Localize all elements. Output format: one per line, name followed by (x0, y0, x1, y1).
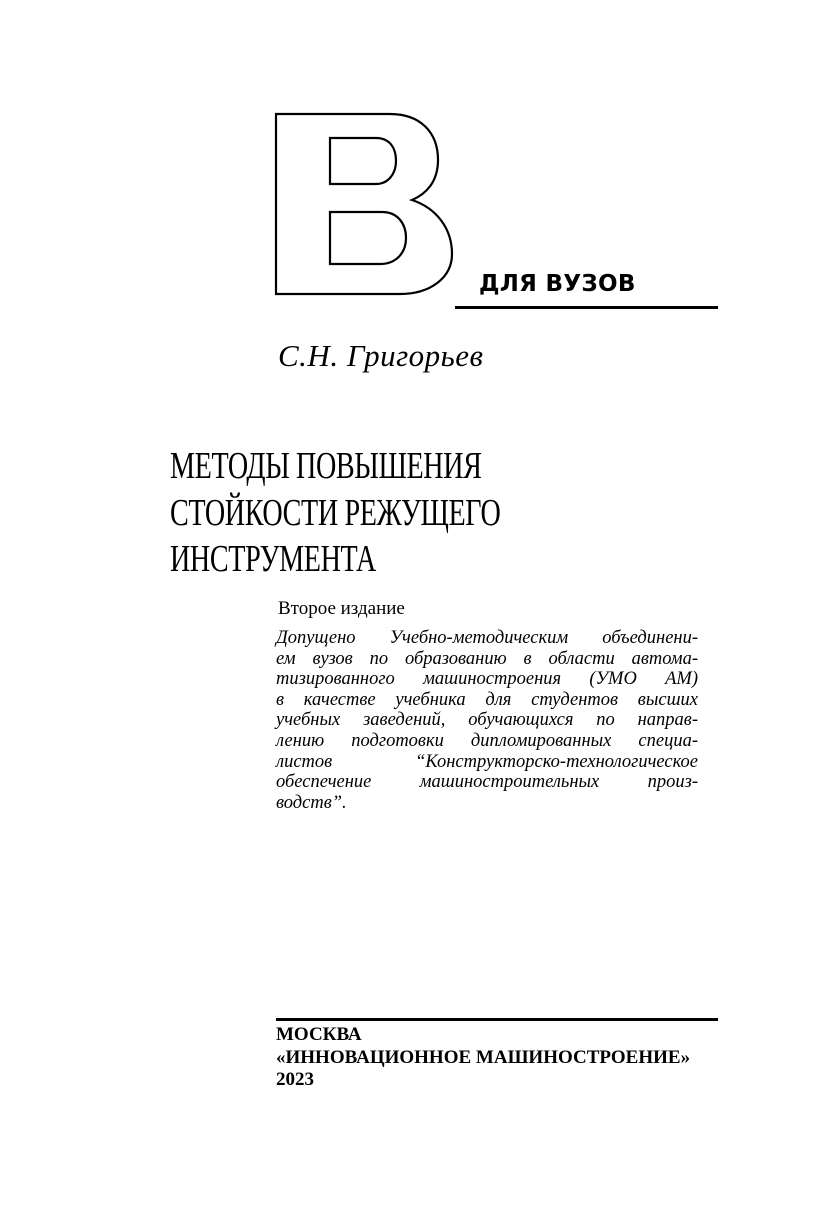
title-line: МЕТОДЫ ПОВЫШЕНИЯ (170, 445, 482, 487)
series-logo (270, 108, 456, 300)
series-rule (455, 306, 718, 309)
title-line: СТОЙКОСТИ РЕЖУЩЕГО (170, 491, 501, 534)
approval-line: тизированного машиностроения (УМО АМ) (276, 669, 698, 690)
approval-line: листов “Конструкторско-технологическое (276, 751, 698, 772)
approval-line: Допущено Учебно-методическим объединени- (276, 628, 698, 648)
approval-line: в качестве учебника для студентов высших (276, 689, 698, 710)
approval-line: водств”. (276, 792, 347, 813)
edition: Второе издание (278, 598, 405, 619)
author: С.Н. Григорьев (278, 338, 484, 373)
approval-line: ем вузов по образованию в области автома- (276, 648, 698, 669)
imprint-publisher: «ИННОВАЦИОННОЕ МАШИНОСТРОЕНИЕ» (276, 1046, 691, 1068)
book-title (170, 443, 730, 583)
title-line: ИНСТРУМЕНТА (170, 538, 376, 580)
approval-line: обеспечение машиностроительных произ- (276, 772, 698, 793)
approval-statement (276, 628, 698, 813)
imprint (276, 1024, 690, 1092)
imprint-year: 2023 (276, 1069, 314, 1090)
approval-line: лению подготовки дипломированных специа- (276, 730, 698, 751)
series-label: ДЛЯ ВУЗОВ (479, 271, 636, 297)
imprint-rule (276, 1018, 718, 1021)
imprint-city: МОСКВА (276, 1024, 362, 1045)
approval-line: учебных заведений, обучающихся по направ- (276, 710, 698, 731)
